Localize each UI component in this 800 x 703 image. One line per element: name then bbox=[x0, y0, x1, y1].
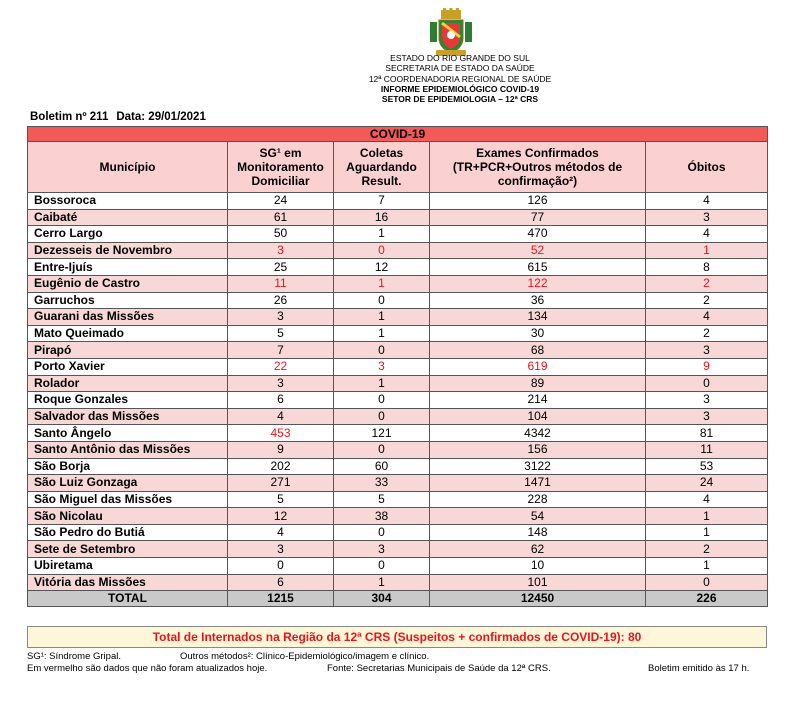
table-row bbox=[28, 325, 768, 342]
document-header bbox=[250, 53, 670, 104]
header-exames: Exames Confirmados (TR+PCR+Outros métodos de confirmação²) bbox=[430, 142, 646, 193]
footnote-outros-metodos: Outros métodos²: Clínico-Epidemiológico/imagem e clínico. bbox=[180, 651, 430, 662]
cell-exames: 148 bbox=[430, 524, 646, 541]
table-row bbox=[28, 508, 768, 525]
header-municipio: Município bbox=[28, 142, 228, 193]
cell-exames: 126 bbox=[430, 193, 646, 210]
cell-municipio: Mato Queimado bbox=[28, 325, 228, 342]
header-obitos: Óbitos bbox=[646, 142, 768, 193]
cell-exames: 62 bbox=[430, 541, 646, 558]
cell-coletas: 0 bbox=[334, 441, 430, 458]
total-label: TOTAL bbox=[28, 591, 228, 607]
cell-obitos: 24 bbox=[646, 475, 768, 492]
total-row bbox=[28, 591, 768, 607]
table-row bbox=[28, 441, 768, 458]
cell-exames: 104 bbox=[430, 408, 646, 425]
cell-coletas: 3 bbox=[334, 541, 430, 558]
header-coordenadoria: 12ª COORDENADORIA REGIONAL DE SAÚDE bbox=[368, 73, 552, 84]
cell-sg-monitoramento: 6 bbox=[228, 574, 334, 591]
cell-exames: 54 bbox=[430, 508, 646, 525]
cell-municipio: Caibaté bbox=[28, 209, 228, 226]
table-row bbox=[28, 275, 768, 292]
boletim-date: Data: 29/01/2021 bbox=[116, 111, 206, 123]
cell-sg-monitoramento: 3 bbox=[228, 242, 334, 259]
cell-obitos: 3 bbox=[646, 209, 768, 226]
table-row bbox=[28, 292, 768, 309]
cell-sg-monitoramento: 61 bbox=[228, 209, 334, 226]
cell-exames: 1471 bbox=[430, 475, 646, 492]
table-banner: COVID-19 bbox=[28, 127, 768, 142]
cell-exames: 3122 bbox=[430, 458, 646, 475]
cell-municipio: Rolador bbox=[28, 375, 228, 392]
cell-sg-monitoramento: 3 bbox=[228, 375, 334, 392]
cell-coletas: 1 bbox=[334, 309, 430, 326]
table-row bbox=[28, 193, 768, 210]
cell-sg-monitoramento: 5 bbox=[228, 325, 334, 342]
covid-table bbox=[27, 126, 768, 607]
cell-municipio: Sete de Setembro bbox=[28, 541, 228, 558]
cell-coletas: 60 bbox=[334, 458, 430, 475]
cell-obitos: 2 bbox=[646, 292, 768, 309]
cell-sg-monitoramento: 271 bbox=[228, 475, 334, 492]
cell-exames: 36 bbox=[430, 292, 646, 309]
cell-sg-monitoramento: 9 bbox=[228, 441, 334, 458]
table-row bbox=[28, 574, 768, 591]
cell-exames: 10 bbox=[430, 558, 646, 575]
cell-coletas: 1 bbox=[334, 574, 430, 591]
cell-coletas: 1 bbox=[334, 226, 430, 243]
cell-exames: 470 bbox=[430, 226, 646, 243]
table-row bbox=[28, 475, 768, 492]
cell-municipio: São Nicolau bbox=[28, 508, 228, 525]
cell-obitos: 2 bbox=[646, 275, 768, 292]
cell-sg-monitoramento: 202 bbox=[228, 458, 334, 475]
cell-sg-monitoramento: 4 bbox=[228, 408, 334, 425]
table-row bbox=[28, 392, 768, 409]
cell-obitos: 8 bbox=[646, 259, 768, 276]
table-row bbox=[28, 259, 768, 276]
footnote-sg: SG¹: Síndrome Gripal. bbox=[27, 651, 121, 662]
total-sg: 1215 bbox=[228, 591, 334, 607]
table-row bbox=[28, 425, 768, 442]
cell-obitos: 3 bbox=[646, 342, 768, 359]
cell-coletas: 33 bbox=[334, 475, 430, 492]
table-row bbox=[28, 242, 768, 259]
footnote-vermelho: Em vermelho são dados que não foram atualizados hoje. bbox=[27, 663, 268, 674]
header-setor: SETOR DE EPIDEMIOLOGIA – 12ª CRS bbox=[381, 94, 539, 105]
table-body bbox=[28, 193, 768, 607]
cell-coletas: 0 bbox=[334, 242, 430, 259]
cell-exames: 156 bbox=[430, 441, 646, 458]
table-row bbox=[28, 524, 768, 541]
cell-coletas: 1 bbox=[334, 275, 430, 292]
cell-municipio: São Pedro do Butiá bbox=[28, 524, 228, 541]
cell-municipio: Porto Xavier bbox=[28, 358, 228, 375]
cell-sg-monitoramento: 3 bbox=[228, 541, 334, 558]
header-sg-monitoramento: SG¹ em Monitoramento Domiciliar bbox=[228, 142, 334, 193]
cell-exames: 52 bbox=[430, 242, 646, 259]
cell-sg-monitoramento: 25 bbox=[228, 259, 334, 276]
cell-coletas: 1 bbox=[334, 375, 430, 392]
cell-obitos: 1 bbox=[646, 524, 768, 541]
cell-coletas: 0 bbox=[334, 408, 430, 425]
cell-sg-monitoramento: 453 bbox=[228, 425, 334, 442]
cell-obitos: 53 bbox=[646, 458, 768, 475]
cell-municipio: Roque Gonzales bbox=[28, 392, 228, 409]
cell-municipio: Guarani das Missões bbox=[28, 309, 228, 326]
footnote-fonte: Fonte: Secretarias Municipais de Saúde da 12ª CRS. bbox=[327, 663, 551, 674]
table-row bbox=[28, 458, 768, 475]
cell-coletas: 1 bbox=[334, 325, 430, 342]
cell-coletas: 7 bbox=[334, 193, 430, 210]
cell-coletas: 38 bbox=[334, 508, 430, 525]
cell-coletas: 0 bbox=[334, 392, 430, 409]
total-obitos: 226 bbox=[646, 591, 768, 607]
cell-obitos: 3 bbox=[646, 408, 768, 425]
cell-exames: 77 bbox=[430, 209, 646, 226]
cell-municipio: Santo Antônio das Missões bbox=[28, 441, 228, 458]
cell-sg-monitoramento: 5 bbox=[228, 491, 334, 508]
cell-municipio: Cerro Largo bbox=[28, 226, 228, 243]
cell-exames: 4342 bbox=[430, 425, 646, 442]
cell-municipio: Dezesseis de Novembro bbox=[28, 242, 228, 259]
cell-sg-monitoramento: 24 bbox=[228, 193, 334, 210]
cell-coletas: 0 bbox=[334, 342, 430, 359]
header-coletas: Coletas Aguardando Result. bbox=[334, 142, 430, 193]
cell-coletas: 0 bbox=[334, 524, 430, 541]
header-state: ESTADO DO RIO GRANDE DO SUL bbox=[390, 53, 530, 63]
cell-exames: 101 bbox=[430, 574, 646, 591]
cell-exames: 615 bbox=[430, 259, 646, 276]
cell-exames: 89 bbox=[430, 375, 646, 392]
cell-obitos: 1 bbox=[646, 242, 768, 259]
cell-municipio: Eugênio de Castro bbox=[28, 275, 228, 292]
cell-coletas: 5 bbox=[334, 491, 430, 508]
cell-coletas: 16 bbox=[334, 209, 430, 226]
cell-obitos: 4 bbox=[646, 491, 768, 508]
cell-municipio: São Borja bbox=[28, 458, 228, 475]
cell-municipio: Salvador das Missões bbox=[28, 408, 228, 425]
cell-coletas: 12 bbox=[334, 259, 430, 276]
table-row bbox=[28, 491, 768, 508]
cell-exames: 228 bbox=[430, 491, 646, 508]
cell-municipio: Ubiretama bbox=[28, 558, 228, 575]
footnote-emitido: Boletim emitido às 17 h. bbox=[648, 663, 750, 674]
cell-obitos: 4 bbox=[646, 309, 768, 326]
table-row bbox=[28, 358, 768, 375]
cell-exames: 30 bbox=[430, 325, 646, 342]
cell-sg-monitoramento: 12 bbox=[228, 508, 334, 525]
cell-municipio: Vitória das Missões bbox=[28, 574, 228, 591]
table-row bbox=[28, 541, 768, 558]
cell-municipio: São Luiz Gonzaga bbox=[28, 475, 228, 492]
table-row bbox=[28, 342, 768, 359]
table-row bbox=[28, 209, 768, 226]
cell-obitos: 9 bbox=[646, 358, 768, 375]
cell-exames: 214 bbox=[430, 392, 646, 409]
cell-obitos: 3 bbox=[646, 392, 768, 409]
table-row bbox=[28, 558, 768, 575]
cell-sg-monitoramento: 3 bbox=[228, 309, 334, 326]
cell-municipio: Pirapó bbox=[28, 342, 228, 359]
internados-banner: Total de Internados na Região da 12ª CRS (Suspeitos + confirmados de COVID-19): 80 bbox=[27, 626, 767, 648]
boletim-number: Boletim nº 211 bbox=[30, 111, 109, 123]
table-row bbox=[28, 408, 768, 425]
cell-obitos: 0 bbox=[646, 375, 768, 392]
cell-sg-monitoramento: 11 bbox=[228, 275, 334, 292]
cell-coletas: 3 bbox=[334, 358, 430, 375]
cell-municipio: Entre-Ijuís bbox=[28, 259, 228, 276]
coat-of-arms-icon bbox=[428, 8, 474, 58]
cell-exames: 68 bbox=[430, 342, 646, 359]
cell-obitos: 0 bbox=[646, 574, 768, 591]
cell-sg-monitoramento: 0 bbox=[228, 558, 334, 575]
cell-obitos: 1 bbox=[646, 558, 768, 575]
header-secretaria: SECRETARIA DE ESTADO DA SAÚDE bbox=[385, 63, 535, 74]
cell-municipio: São Miguel das Missões bbox=[28, 491, 228, 508]
cell-municipio: Garruchos bbox=[28, 292, 228, 309]
cell-municipio: Bossoroca bbox=[28, 193, 228, 210]
cell-sg-monitoramento: 7 bbox=[228, 342, 334, 359]
cell-sg-monitoramento: 50 bbox=[228, 226, 334, 243]
cell-coletas: 0 bbox=[334, 558, 430, 575]
cell-exames: 619 bbox=[430, 358, 646, 375]
cell-sg-monitoramento: 26 bbox=[228, 292, 334, 309]
cell-obitos: 81 bbox=[646, 425, 768, 442]
cell-obitos: 4 bbox=[646, 226, 768, 243]
cell-obitos: 2 bbox=[646, 541, 768, 558]
boletim-line bbox=[30, 111, 206, 123]
table-row bbox=[28, 226, 768, 243]
cell-obitos: 1 bbox=[646, 508, 768, 525]
cell-coletas: 121 bbox=[334, 425, 430, 442]
cell-municipio: Santo Ângelo bbox=[28, 425, 228, 442]
cell-obitos: 4 bbox=[646, 193, 768, 210]
table-row bbox=[28, 375, 768, 392]
cell-sg-monitoramento: 22 bbox=[228, 358, 334, 375]
cell-obitos: 2 bbox=[646, 325, 768, 342]
cell-obitos: 11 bbox=[646, 441, 768, 458]
cell-sg-monitoramento: 4 bbox=[228, 524, 334, 541]
cell-exames: 122 bbox=[430, 275, 646, 292]
cell-sg-monitoramento: 6 bbox=[228, 392, 334, 409]
cell-exames: 134 bbox=[430, 309, 646, 326]
table-row bbox=[28, 309, 768, 326]
total-exames: 12450 bbox=[430, 591, 646, 607]
header-informe: INFORME EPIDEMIOLÓGICO COVID-19 bbox=[380, 83, 540, 94]
total-coletas: 304 bbox=[334, 591, 430, 607]
cell-coletas: 0 bbox=[334, 292, 430, 309]
